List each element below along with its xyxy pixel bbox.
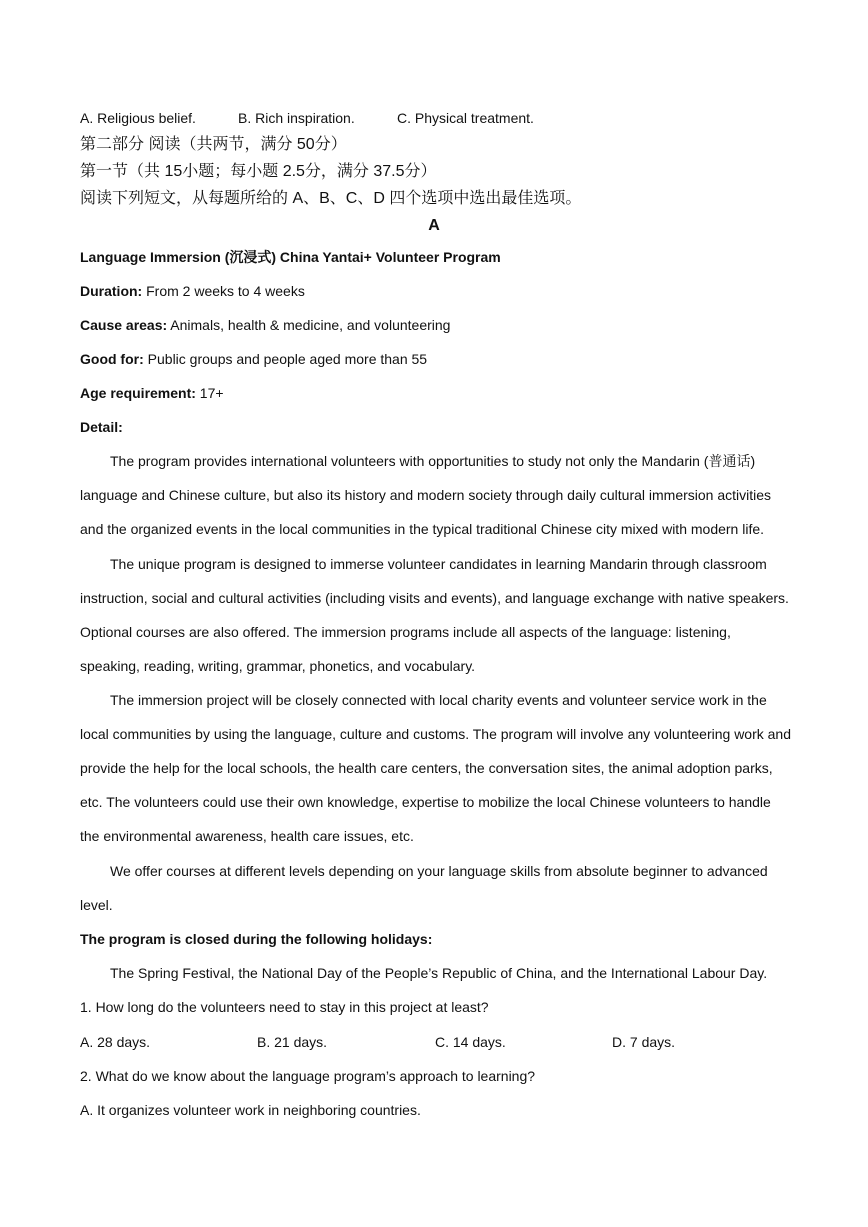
- holidays-heading: The program is closed during the following holidays:: [80, 931, 433, 947]
- paragraph-4: We offer courses at different levels depending on your language skills from absolute beginner to advanced level.: [80, 863, 768, 913]
- age-requirement-label: Age requirement:: [80, 385, 196, 401]
- question-2: 2. What do we know about the language program’s approach to learning?: [80, 1068, 536, 1084]
- duration-row: [80, 282, 305, 300]
- duration-label: Duration:: [80, 283, 143, 299]
- good-for-value: Public groups and people aged more than 55: [143, 351, 428, 367]
- q1-option-a: A. 28 days.: [80, 1034, 151, 1050]
- paragraph-3: The immersion project will be closely connected with local charity events and volunteer service work in the local communities by using the language, culture and customs. The program will involve any volunteering work and provide the help for the local schools, the health care centers, the conversation sites, the animal adoption parks, etc. The volunteers could use their own knowledge, expertise to mobilize the local Chinese volunteers to handle the environmental awareness, health care issues, etc.: [80, 692, 792, 844]
- q1-option-c: C. 14 days.: [435, 1034, 506, 1050]
- detail-label: Detail:: [80, 419, 123, 435]
- paragraph-2: The unique program is designed to immerse volunteer candidates in learning Mandarin through classroom instruction, social and cultural activities (including visits and events), and language exchange with native speakers. Optional courses are also offered. The immersion programs include all aspects of the language: listening, speaking, reading, writing, grammar, phonetics, and vocabulary.: [80, 556, 789, 674]
- program-title: Language Immersion (沉浸式) China Yantai+ Volunteer Program: [80, 249, 501, 265]
- good-for-row: [80, 350, 427, 368]
- section-heading: 第二部分 阅读（共两节，满分 50分）: [80, 136, 347, 153]
- holidays-text: The Spring Festival, the National Day of the People’s Republic of China, and the International Labour Day.: [110, 965, 768, 981]
- subsection-heading: 第一节（共 15小题；每小题 2.5分，满分 37.5分）: [80, 163, 437, 180]
- prev-option-c: C. Physical treatment.: [397, 110, 534, 126]
- age-requirement-value: 17+: [195, 385, 224, 401]
- good-for-label: Good for:: [80, 351, 144, 367]
- age-requirement-row: [80, 384, 224, 402]
- q1-option-b: B. 21 days.: [257, 1034, 328, 1050]
- question-1: 1. How long do the volunteers need to stay in this project at least?: [80, 999, 489, 1015]
- passage-letter: A: [428, 217, 440, 234]
- prev-option-b: B. Rich inspiration.: [238, 110, 355, 126]
- q1-option-d: D. 7 days.: [612, 1034, 676, 1050]
- cause-areas-value: Animals, health & medicine, and volunteering: [167, 317, 451, 333]
- duration-value: From 2 weeks to 4 weeks: [142, 283, 305, 299]
- paragraph-1: The program provides international volunteers with opportunities to study not only the Mandarin (普通话) language and Chinese culture, but also its history and modern society through daily cultural immersion activities and the organized events in the local communities in the typical traditional Chinese city mixed with modern life.: [80, 453, 772, 537]
- cause-areas-row: [80, 316, 450, 334]
- prev-option-a: A. Religious belief.: [80, 110, 196, 126]
- instruction: 阅读下列短文，从每题所给的 A、B、C、D 四个选项中选出最佳选项。: [80, 190, 582, 207]
- q2-option-a: A. It organizes volunteer work in neighboring countries.: [80, 1102, 421, 1118]
- cause-areas-label: Cause areas:: [80, 317, 168, 333]
